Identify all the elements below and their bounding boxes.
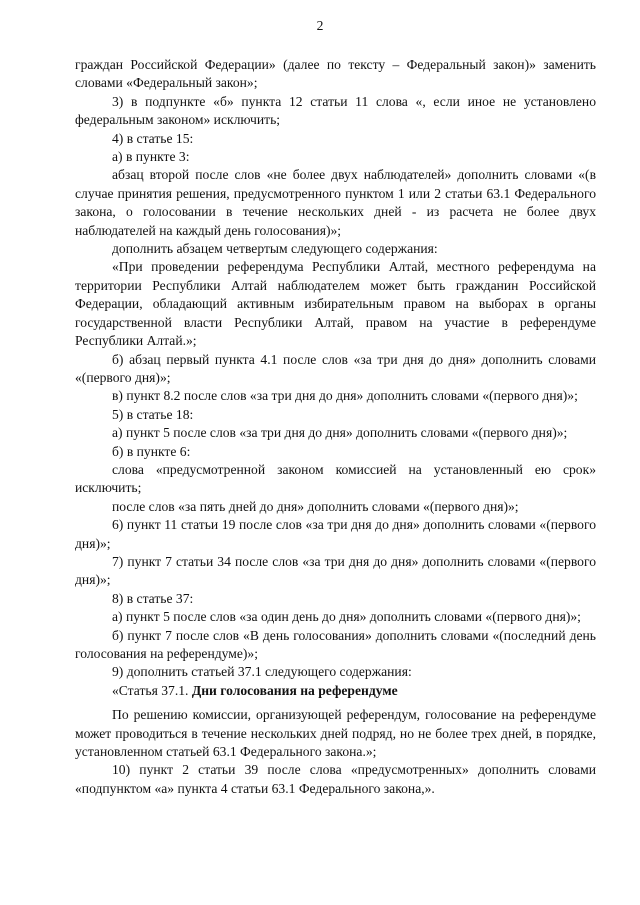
paragraph: 6) пункт 11 статьи 19 после слов «за три дня до дня» дополнить словами «(первого дня)»; [75,517,596,551]
paragraph: а) в пункте 3: [112,149,190,165]
article-heading-title: Дни голосования на референдуме [191,682,398,698]
paragraph: абзац второй после слов «не более двух наблюдателей» дополнить словами «(в случае принятия решения, предусмотренного пунктом 1 или 2 статьи 63.1 Федерального закона, о голосовании в течение нескольких дней - из расчета не более двух наблюдателей на каждый день голосования)»; [75,167,596,238]
paragraph: 5) в статье 18: [112,406,194,422]
paragraph: 9) дополнить статьей 37.1 следующего содержания: [112,664,412,680]
article-heading [75,682,596,700]
paragraph: 3) в подпункте «б» пункта 12 статьи 11 слова «, если иное не установлено федеральным законом» исключить; [75,93,596,128]
article-heading-prefix: «Статья 37.1. [112,682,192,698]
paragraph: 8) в статье 37: [112,590,194,606]
paragraph: а) пункт 5 после слов «за три дня до дня» дополнить словами «(первого дня)»; [112,425,568,441]
quoted-paragraph: «При проведении референдума Республики Алтай, местного референдума на территории Республики Алтай наблюдателем может быть гражданин Российской Федерации, обладающий активным избирательным правом на выборах в органы государственной власти Республики Алтай, правом на участие в референдуме Республики Алтай.»; [75,259,596,349]
paragraph: а) пункт 5 после слов «за один день до дня» дополнить словами «(первого дня)»; [112,609,581,625]
paragraph: слова «предусмотренной законом комиссией на установленный ею срок» исключить; [75,461,596,496]
paragraph: 4) в статье 15: [112,130,194,146]
article-body: По решению комиссии, организующей референдум, голосование на референдуме может проводиться в течение нескольких дней подряд, но не более трех дней, в порядке, установленном статьей 63.1 Федерального закона.»; [75,707,596,760]
paragraph: дополнить абзацем четвертым следующего содержания: [112,241,438,257]
paragraph: 7) пункт 7 статьи 34 после слов «за три дня до дня» дополнить словами «(первого дня)»; [75,553,596,588]
paragraph: после слов «за пять дней до дня» дополнить словами «(первого дня)»; [112,498,519,514]
paragraph: б) пункт 7 после слов «В день голосования» дополнить словами «(последний день голосования на референдуме)»; [75,627,596,661]
paragraph: б) в пункте 6: [112,443,191,459]
paragraph: б) абзац первый пункта 4.1 после слов «за три дня до дня» дополнить словами «(первого дня)»; [75,351,596,385]
paragraph: граждан Российской Федерации» (далее по тексту – Федеральный закон)» заменить словами «Федеральный закон»; [75,57,596,91]
document-body [75,56,596,798]
page-number: 2 [316,18,324,33]
paragraph: в) пункт 8.2 после слов «за три дня до дня» дополнить словами «(первого дня)»; [112,388,578,404]
final-paragraph: 10) пункт 2 статьи 39 после слова «предусмотренных» дополнить словами «подпунктом «а» пункта 4 статьи 63.1 Федерального закона,». [75,762,596,796]
